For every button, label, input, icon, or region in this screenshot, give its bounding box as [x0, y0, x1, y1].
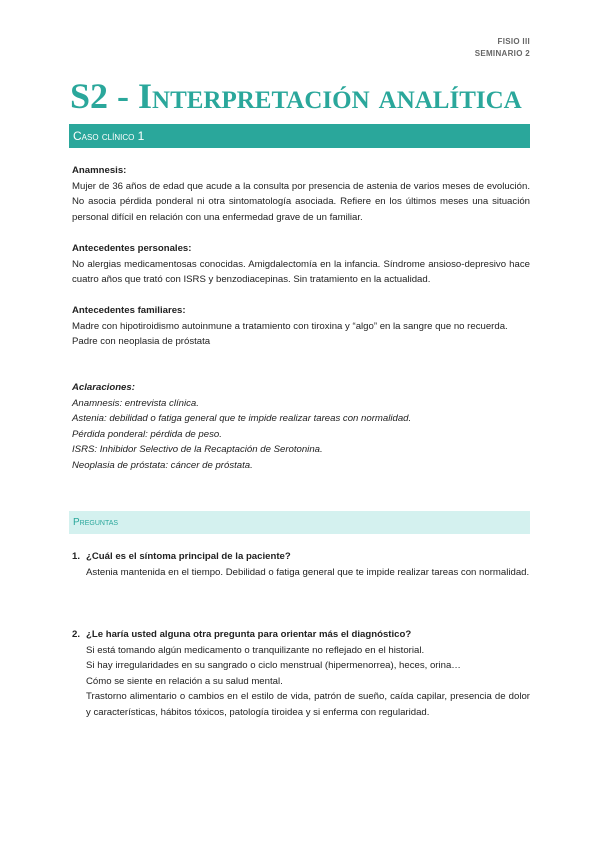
personal-history-heading: Antecedentes personales: [72, 243, 192, 254]
anamnesis-heading: Anamnesis: [72, 165, 127, 176]
case-section-bar: Caso clínico 1 [69, 124, 530, 148]
clarifications-section [72, 380, 530, 473]
clarification-item: ISRS: Inhibidor Selectivo de la Recaptación de Serotonina. [72, 444, 323, 455]
family-history-mother: Madre con hipotiroidismo autoinmune a tratamiento con tiroxina y “algo” en la sangre que no recuerda. [72, 320, 508, 332]
answer-line: Trastorno alimentario o cambios en el estilo de vida, patrón de sueño, caída capilar, presencia de dolor y características, hábitos tóxicos, patología tiroidea y si enferma con regularidad. [86, 691, 530, 718]
clarification-item: Neoplasia de próstata: cáncer de próstata. [72, 459, 253, 471]
answer-line: Si está tomando algún medicamento o tranquilizante no reflejado en el historial. [86, 644, 425, 656]
question-2 [72, 627, 530, 720]
running-header [475, 36, 530, 60]
family-history-father: Padre con neoplasia de próstata [72, 336, 211, 347]
question-1 [72, 549, 530, 580]
question-text: ¿Le haría usted alguna otra pregunta para orientar más el diagnóstico? [86, 629, 412, 640]
family-history-heading: Antecedentes familiares: [72, 305, 186, 316]
questions-section-bar: Preguntas [69, 511, 530, 534]
question-number: 1. [72, 551, 81, 562]
clarification-item: Pérdida ponderal: pérdida de peso. [72, 428, 222, 440]
answer-line: Si hay irregularidades en su sangrado o ciclo menstrual (hipermenorrea), heces, orina… [86, 660, 461, 671]
personal-history-text: No alergias medicamentosas conocidas. Amigdalectomía en la infancia. Síndrome ansioso-depresivo hace cuatro años que trató con ISRS y benzodiacepinas. Sin tratamiento en la actualidad. [72, 258, 530, 285]
clarifications-heading: Aclaraciones: [72, 382, 135, 393]
answer-line: Astenia mantenida en el tiempo. Debilidad o fatiga general que te impide realizar tareas con normalidad. [86, 566, 530, 578]
personal-history-section [72, 241, 530, 288]
family-history-section [72, 303, 530, 350]
anamnesis-text: Mujer de 36 años de edad que acude a la consulta por presencia de astenia de varios meses de evolución. No asocia pérdida ponderal ni otra sintomatología asociada. Refiere en los últimos meses una situación personal difícil en relación con una enfermedad grave de un familiar. [72, 180, 530, 223]
question-text: ¿Cuál es el síntoma principal de la paciente? [86, 551, 291, 562]
question-number: 2. [72, 629, 81, 640]
clarification-item: Anamnesis: entrevista clínica. [72, 397, 199, 409]
answer-line: Cómo se siente en relación a su salud mental. [86, 675, 283, 687]
anamnesis-section [72, 163, 530, 225]
page-title: S2 - Interpretación analítica [70, 76, 522, 116]
header-course: FISIO III [497, 37, 530, 46]
clarification-item: Astenia: debilidad o fatiga general que te impide realizar tareas con normalidad. [72, 413, 412, 424]
header-seminar: SEMINARIO 2 [474, 49, 530, 58]
